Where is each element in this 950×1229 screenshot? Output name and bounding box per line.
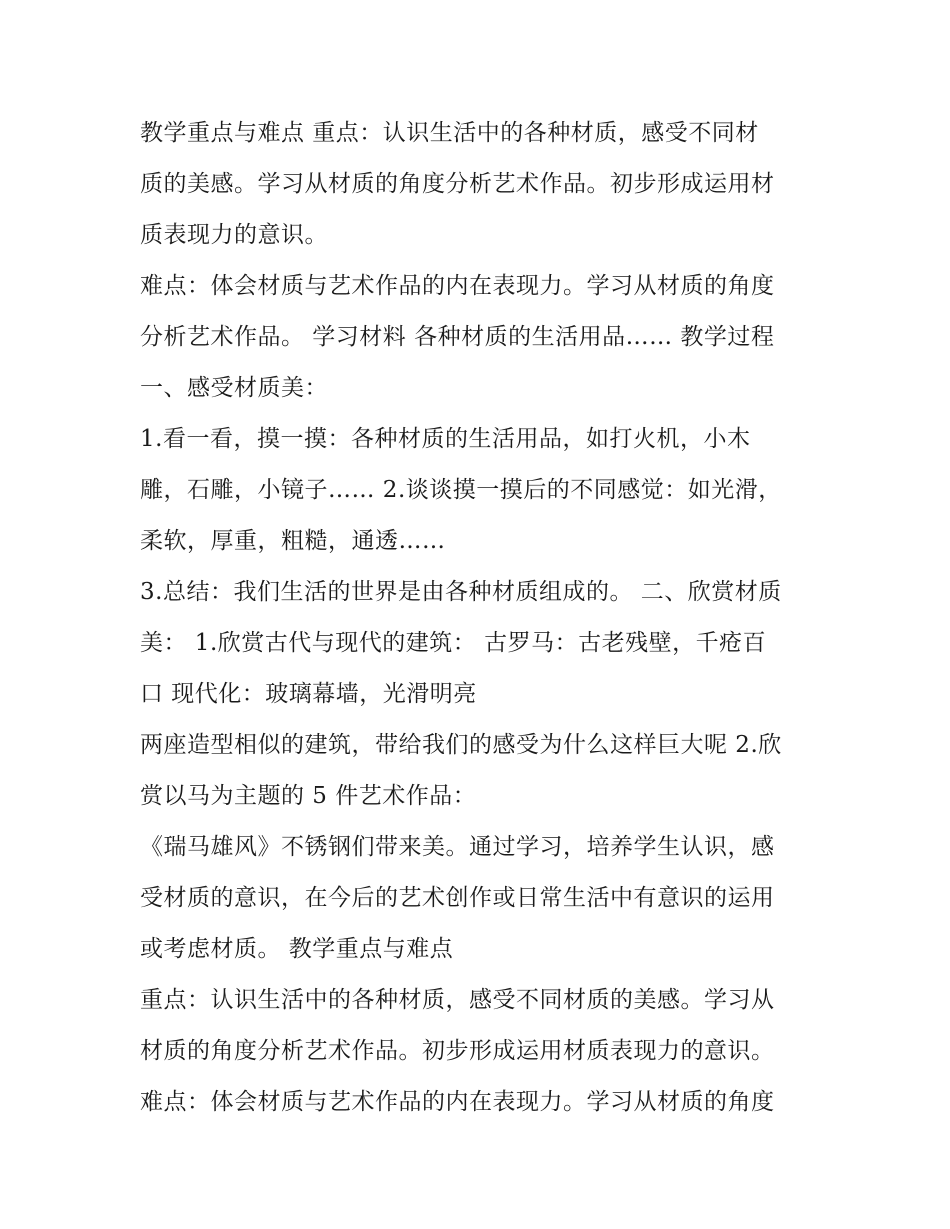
paragraph-step-1 <box>140 414 820 567</box>
text-line: 口 现代化：玻璃幕墙，光滑明亮 <box>140 681 477 707</box>
paragraph-difficulties-repeat <box>140 1077 820 1128</box>
text-line: 美： 1.欣赏古代与现代的建筑： 古罗马：古老残壁，千疮百 <box>140 630 767 656</box>
text-line: 重点：认识生活中的各种材质，感受不同材质的美感。学习从 <box>140 987 775 1013</box>
text-line: 3.总结：我们生活的世界是由各种材质组成的。 二、欣赏材质 <box>140 579 782 605</box>
paragraph-difficulties <box>140 261 820 414</box>
text-line: 难点：体会材质与艺术作品的内在表现力。学习从材质的角度 <box>140 273 775 299</box>
text-line: 两座造型相似的建筑，带给我们的感受为什么这样巨大呢 2.欣 <box>140 732 782 758</box>
paragraph-artwork <box>140 822 820 975</box>
text-line: 质的美感。学习从材质的角度分析艺术作品。初步形成运用材 <box>140 171 775 197</box>
paragraph-key-points <box>140 108 820 261</box>
paragraph-step-3 <box>140 567 820 720</box>
text-line: 难点：体会材质与艺术作品的内在表现力。学习从材质的角度 <box>140 1089 775 1115</box>
text-line: 分析艺术作品。 学习材料 各种材质的生活用品…… 教学过程 <box>140 324 775 350</box>
text-line: 柔软，厚重，粗糙，通透…… <box>140 528 446 554</box>
document-body <box>140 108 820 1128</box>
text-line: 赏以马为主题的 5 件艺术作品： <box>140 783 477 809</box>
text-line: 一、感受材质美： <box>140 375 328 401</box>
text-line: 或考虑材质。 教学重点与难点 <box>140 936 454 962</box>
paragraph-buildings <box>140 720 820 822</box>
text-line: 教学重点与难点 重点：认识生活中的各种材质，感受不同材 <box>140 120 759 146</box>
text-line: 雕，石雕，小镜子…… 2.谈谈摸一摸后的不同感觉：如光滑， <box>140 477 782 503</box>
paragraph-key-points-repeat <box>140 975 820 1077</box>
text-line: 受材质的意识，在今后的艺术创作或日常生活中有意识的运用 <box>140 885 775 911</box>
text-line: 1.看一看，摸一摸：各种材质的生活用品，如打火机，小木 <box>140 426 751 452</box>
text-line: 材质的角度分析艺术作品。初步形成运用材质表现力的意识。 <box>140 1038 775 1064</box>
text-line: 质表现力的意识。 <box>140 222 328 248</box>
text-line: 《瑞马雄风》不锈钢们带来美。通过学习，培养学生认识，感 <box>140 834 775 860</box>
